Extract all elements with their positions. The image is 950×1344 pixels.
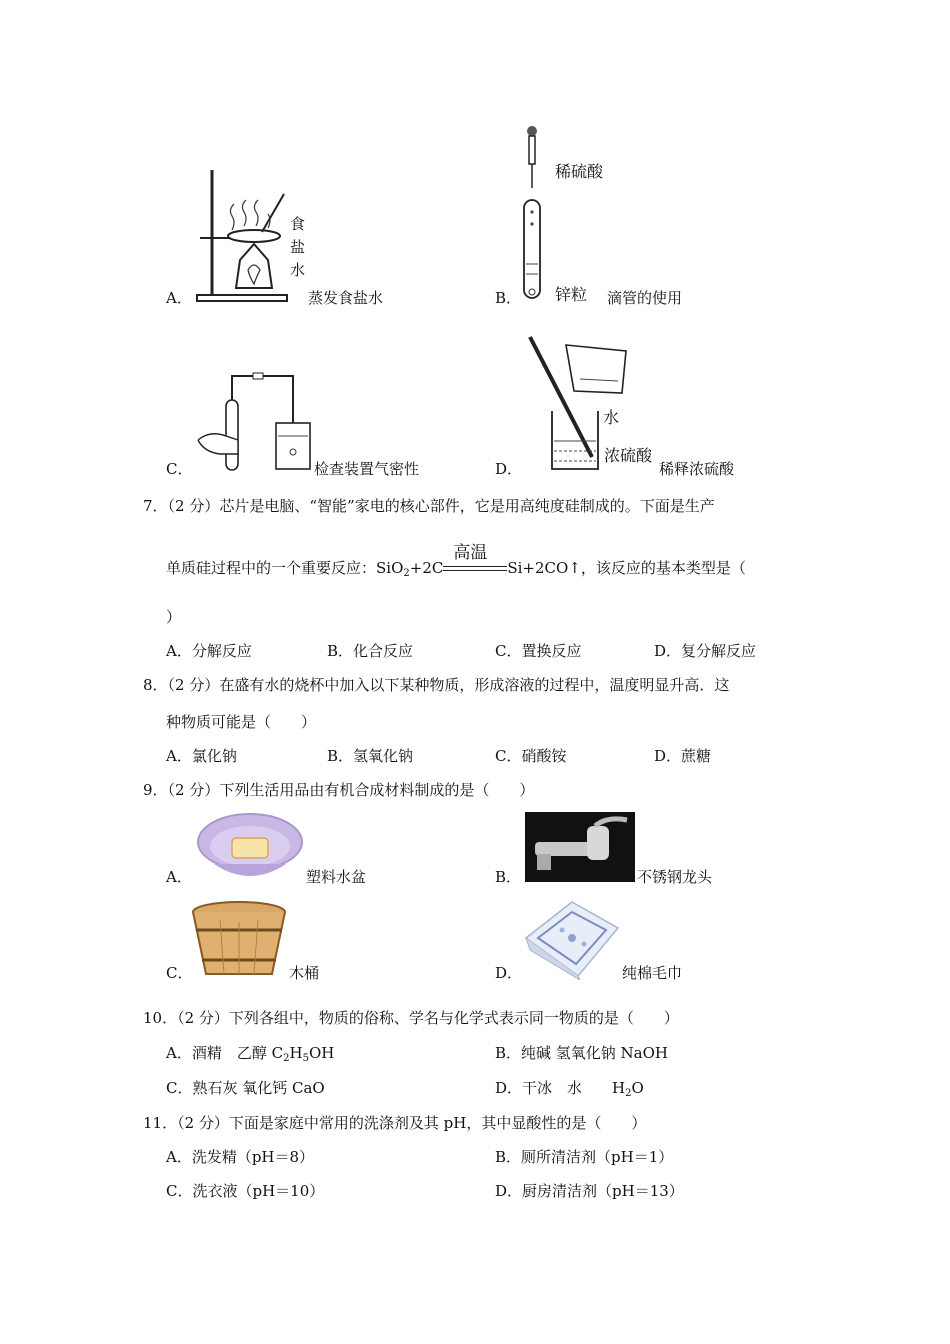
q6-b-label-1: 稀硫酸 <box>555 162 604 181</box>
q9-number: 9． <box>143 781 168 799</box>
q7-line1 <box>143 495 715 516</box>
q11-option-b[interactable]: B．厕所清洁剂（pH＝1） <box>495 1148 674 1166</box>
q8-text-1: 在盛有水的烧杯中加入以下某种物质，形成溶液的过程中，温度明显升高．这 <box>219 676 730 694</box>
q7-line3: ） <box>166 608 182 626</box>
q8-option-a[interactable]: A．氯化钠 <box>166 747 237 765</box>
q9-option-b-caption: 不锈钢龙头 <box>637 868 713 886</box>
q6-b-label-2: 锌粒 <box>555 285 588 304</box>
q6-a-label-2: 盐 <box>290 238 306 256</box>
q8-option-c[interactable]: C．硝酸铵 <box>495 747 567 765</box>
plastic-basin-image <box>196 812 304 886</box>
q6-a-label-3: 水 <box>290 261 306 279</box>
q8-line2: 种物质可能是（ ） <box>166 713 317 731</box>
q10-option-b[interactable]: B．纯碱 氢氧化钠 NaOH <box>495 1044 669 1062</box>
q8-line1 <box>143 674 729 695</box>
q10-option-d[interactable]: D．干冰 水 $H_2O$ <box>495 1079 644 1099</box>
q7-option-c[interactable]: C．置换反应 <box>495 642 582 660</box>
q9-option-a-caption: 塑料水盆 <box>306 868 367 886</box>
q7-option-a[interactable]: A．分解反应 <box>166 642 252 660</box>
q7-score: （2 分） <box>167 497 220 515</box>
q7-formula-left: SiO$_2$+2C <box>376 559 444 579</box>
q6-option-b-letter: B． <box>495 289 522 307</box>
q11-score: （2 分） <box>177 1114 229 1132</box>
q11-option-c[interactable]: C．洗衣液（pH＝10） <box>166 1182 325 1200</box>
q7-text-1: 芯片是电脑、“智能”家电的核心部件，它是用高纯度硅制成的。下面是生产 <box>219 497 715 515</box>
q6-option-c-caption: 检查装置气密性 <box>314 460 420 478</box>
q6-option-d-caption: 稀释浓硫酸 <box>659 460 735 478</box>
q10-score: （2 分） <box>177 1009 229 1027</box>
q6-option-b-caption: 滴管的使用 <box>607 289 683 307</box>
q8-option-d[interactable]: D．蔗糖 <box>654 747 712 765</box>
q9-option-c-caption: 木桶 <box>289 964 320 982</box>
q6-option-d-letter: D． <box>495 460 523 478</box>
q7-line2 <box>166 543 746 579</box>
q11-option-a[interactable]: A．洗发精（pH＝8） <box>166 1148 315 1166</box>
q10-option-a[interactable]: A．酒精 乙醇 $C_2H_5OH$ <box>166 1044 335 1064</box>
faucet-image <box>525 812 635 882</box>
q6-option-c-letter: C． <box>166 460 193 478</box>
q10-text-1: 下列各组中，物质的俗称、学名与化学式表示同一物质的是（ ） <box>228 1009 679 1027</box>
q9-score: （2 分） <box>167 781 220 799</box>
q7-formula-right: Si+2CO↑ <box>507 559 581 577</box>
q7-number: 7． <box>143 497 168 515</box>
q6-option-a-caption: 蒸发食盐水 <box>308 289 384 307</box>
cotton-towel-image <box>522 898 622 980</box>
q9-option-a-letter[interactable]: A． <box>166 868 192 886</box>
q9-option-c-letter[interactable]: C． <box>166 964 193 982</box>
q10-line1 <box>143 1007 679 1028</box>
airtightness-check-figure <box>193 368 315 474</box>
q8-score: （2 分） <box>167 676 220 694</box>
q11-number: 11． <box>143 1114 178 1132</box>
q9-line1 <box>143 779 534 800</box>
q11-option-d[interactable]: D．厨房清洁剂（pH＝13） <box>495 1182 684 1200</box>
q6-d-label-2: 浓硫酸 <box>604 446 653 465</box>
q8-number: 8． <box>143 676 168 694</box>
q6-d-label-1: 水 <box>603 408 620 427</box>
q7-text-3: ，该反应的基本类型是（ <box>580 559 746 577</box>
q6-a-label-1: 食 <box>290 215 306 233</box>
dropper-test-tube-figure <box>518 124 558 306</box>
q7-option-b[interactable]: B．化合反应 <box>327 642 414 660</box>
q6-option-a-letter: A． <box>166 289 192 307</box>
q7-reaction-condition: 高温 <box>443 562 507 576</box>
q9-option-d-caption: 纯棉毛巾 <box>622 964 683 982</box>
q11-line1 <box>143 1112 646 1133</box>
q8-option-b[interactable]: B．氢氧化钠 <box>327 747 414 765</box>
q10-number: 10． <box>143 1009 178 1027</box>
q7-option-d[interactable]: D．复分解反应 <box>654 642 757 660</box>
q9-text-1: 下列生活用品由有机合成材料制成的是（ ） <box>219 781 535 799</box>
q10-option-c[interactable]: C．熟石灰 氧化钙 CaO <box>166 1079 325 1097</box>
wooden-bucket-image <box>190 900 288 980</box>
q9-option-b-letter[interactable]: B． <box>495 868 522 886</box>
q11-text-1: 下面是家庭中常用的洗涤剂及其 pH，其中显酸性的是（ ） <box>228 1114 647 1132</box>
q7-text-2: 单质硅过程中的一个重要反应： <box>166 559 377 577</box>
q9-option-d-letter[interactable]: D． <box>495 964 523 982</box>
